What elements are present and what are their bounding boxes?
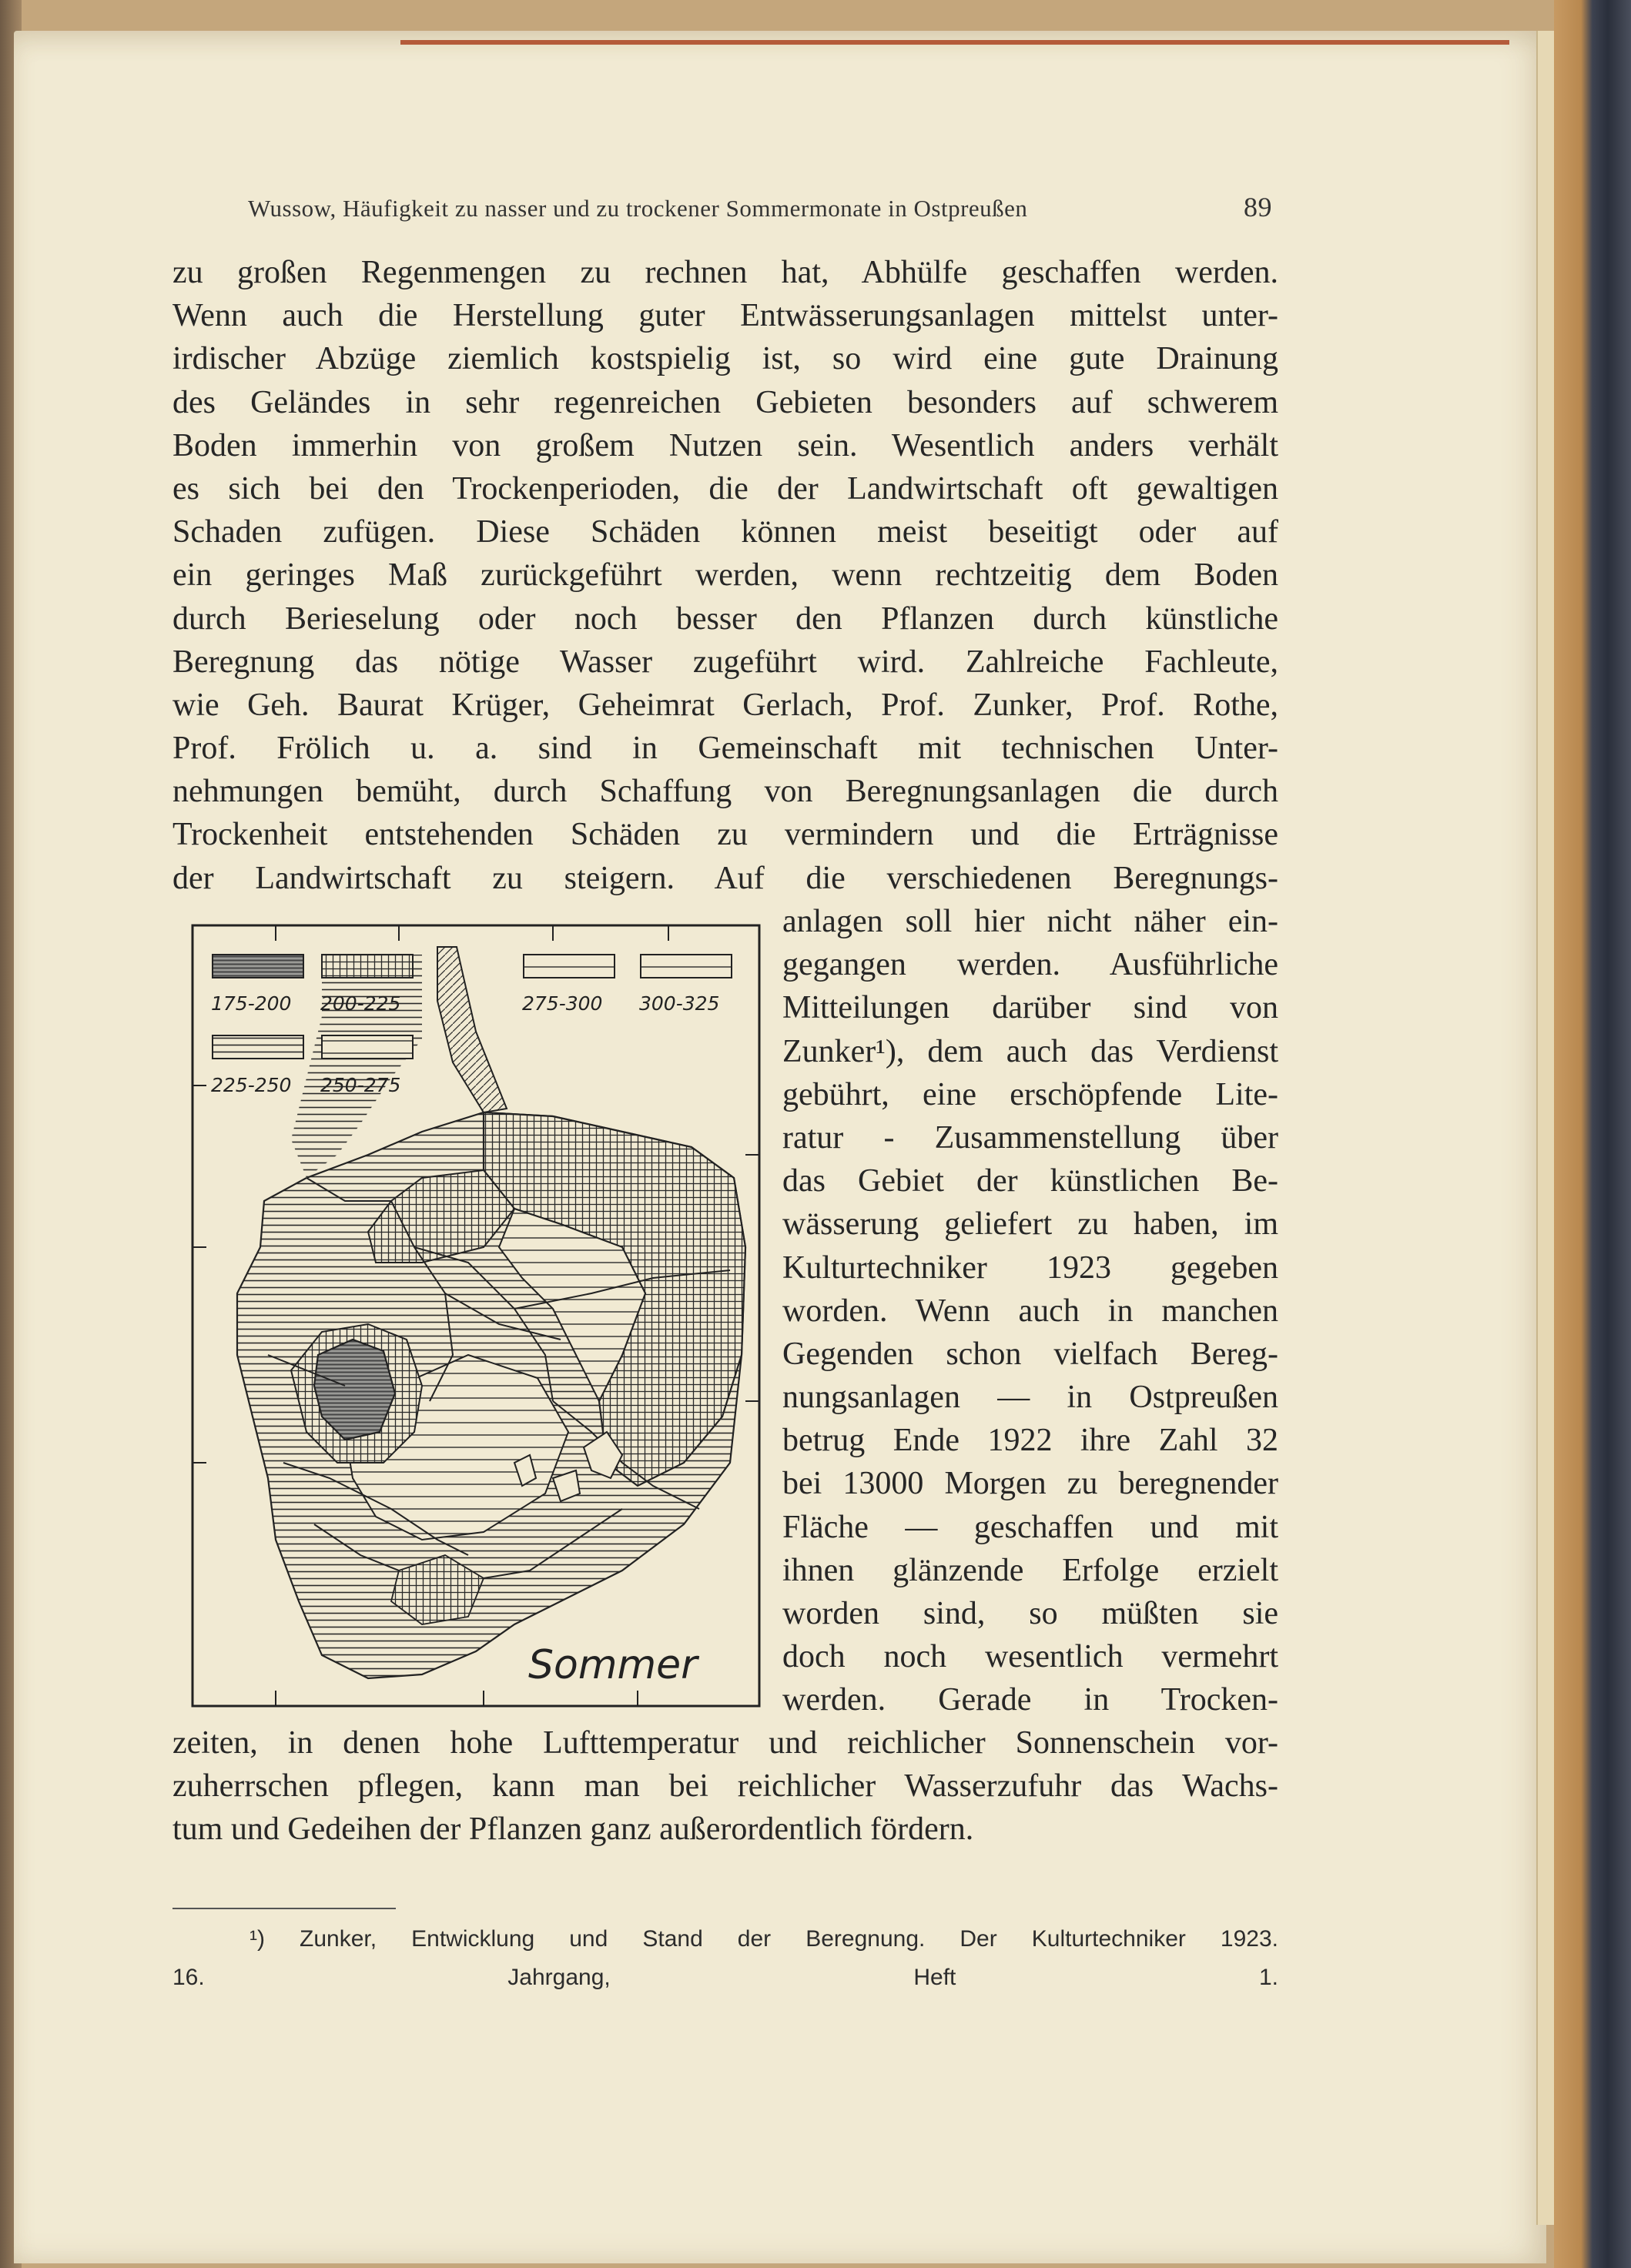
- text-line: gegangen werden. Ausführliche: [782, 947, 1278, 983]
- legend-swatch: [322, 955, 413, 978]
- text-line: worden. Wenn auch in manchen: [782, 1293, 1278, 1329]
- running-title: Wussow, Häufigkeit zu nasser und zu trockener Sommermonate in Ostpreußen: [248, 195, 1028, 222]
- text-line: anlagen soll hier nicht näher ein-: [782, 904, 1278, 939]
- text-line: werden. Gerade in Trocken-: [782, 1682, 1278, 1718]
- footnote-line: 16. Jahrgang, Heft 1.: [172, 1965, 1278, 1990]
- text-line: Gegenden schon vielfach Bereg-: [782, 1336, 1278, 1372]
- legend-swatch: [322, 1035, 413, 1059]
- body-paragraph-top: [172, 251, 1278, 900]
- legend-label: 200-225: [320, 992, 401, 1015]
- legend-label: 275-300: [522, 992, 603, 1015]
- text-line: des Geländes in sehr regenreichen Gebieten besonders auf schwerem: [172, 384, 1278, 420]
- text-line: ein geringes Maß zurückgeführt werden, wenn rechtzeitig dem Boden: [172, 557, 1278, 594]
- text-line: Boden immerhin von großem Nutzen sein. Wesentlich anders verhält: [172, 427, 1278, 463]
- legend-swatch: [641, 955, 732, 978]
- legend-swatch: [213, 1035, 303, 1059]
- text-line: nungsanlagen — in Ostpreußen: [782, 1380, 1278, 1416]
- text-line: zuherrschen pflegen, kann man bei reichlicher Wasserzufuhr das Wachs-: [172, 1768, 1278, 1805]
- text-line: wie Geh. Baurat Krüger, Geheimrat Gerlach, Prof. Zunker, Prof. Rothe,: [172, 687, 1278, 723]
- text-line: betrug Ende 1922 ihre Zahl 32: [782, 1423, 1278, 1459]
- text-line: gebührt, eine erschöpfende Lite-: [782, 1076, 1278, 1112]
- legend-label: 175-200: [211, 992, 292, 1015]
- text-line: Prof. Frölich u. a. sind in Gemeinschaft mit technischen Unter-: [172, 731, 1278, 767]
- text-line: zeiten, in denen hohe Lufttemperatur und reichlicher Sonnenschein vor-: [172, 1725, 1278, 1761]
- text-line: Schaden zufügen. Diese Schäden können meist beseitigt oder auf: [172, 514, 1278, 550]
- footnote-line: ¹) Zunker, Entwicklung und Stand der Beregnung. Der Kulturtechniker 1923.: [250, 1926, 1278, 1952]
- legend-label: 250-275: [320, 1074, 401, 1096]
- text-line: der Landwirtschaft zu steigern. Auf die verschiedenen Beregnungs-: [172, 860, 1278, 896]
- map-caption: Sommer: [528, 1642, 698, 1688]
- text-line: ratur - Zusammenstellung über: [782, 1119, 1278, 1156]
- text-line: Fläche — geschaffen und mit: [782, 1509, 1278, 1545]
- text-line: zu großen Regenmengen zu rechnen hat, Abhülfe geschaffen werden.: [172, 255, 1278, 290]
- text-line: bei 13000 Morgen zu beregnender: [782, 1466, 1278, 1502]
- text-line: Beregnung das nötige Wasser zugeführt wird. Zahlreiche Fachleute,: [172, 644, 1278, 680]
- text-line: doch noch wesentlich vermehrt: [782, 1639, 1278, 1675]
- text-line: es sich bei den Trockenperioden, die der Landwirtschaft oft gewaltigen: [172, 470, 1278, 507]
- text-line: Wenn auch die Herstellung guter Entwässerungsanlagen mittelst unter-: [172, 298, 1278, 334]
- body-paragraph-beside-figure: [782, 900, 1278, 1722]
- legend-swatch: [524, 955, 615, 978]
- legend-swatch: [213, 955, 303, 978]
- body-paragraph-bottom: [172, 1721, 1278, 1852]
- text-line: das Gebiet der künstlichen Be-: [782, 1163, 1278, 1199]
- footnote-separator: [172, 1908, 396, 1909]
- text-line: Zunker¹), dem auch das Verdienst: [782, 1033, 1278, 1069]
- text-line: nehmungen bemüht, durch Schaffung von Beregnungsanlagen die durch: [172, 774, 1278, 810]
- text-line: Kulturtechniker 1923 gegeben: [782, 1249, 1278, 1286]
- precipitation-map-figure: [191, 924, 761, 1708]
- legend-label: 300-325: [639, 992, 720, 1015]
- running-header: [248, 191, 1272, 226]
- text-line: tum und Gedeihen der Pflanzen ganz außerordentlich fördern.: [172, 1811, 974, 1848]
- text-line: wässerung geliefert zu haben, im: [782, 1206, 1278, 1243]
- text-line: worden sind, so müßten sie: [782, 1596, 1278, 1631]
- text-line: irdischer Abzüge ziemlich kostspielig ist, so wird eine gute Drainung: [172, 341, 1278, 377]
- text-line: durch Berieselung oder noch besser den Pflanzen durch künstliche: [172, 600, 1278, 637]
- page-fore-edge: [1536, 31, 1555, 2225]
- footnote: [172, 1920, 1278, 1997]
- page-number: 89: [1244, 192, 1272, 222]
- text-line: Mitteilungen darüber sind von: [782, 990, 1278, 1026]
- legend-label: 225-250: [211, 1074, 292, 1096]
- text-line: Trockenheit entstehenden Schäden zu vermindern und die Erträgnisse: [172, 817, 1278, 853]
- top-edge-rule: [400, 40, 1509, 45]
- book-binding-right: [1554, 0, 1631, 2268]
- text-line: ihnen glänzende Erfolge erzielt: [782, 1552, 1278, 1588]
